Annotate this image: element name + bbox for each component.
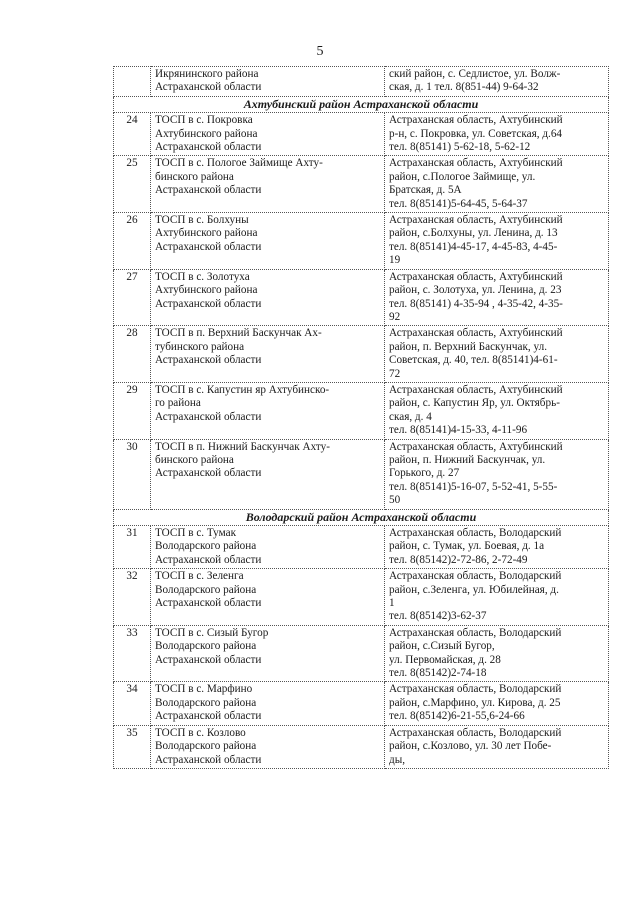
office-name-line: Астраханской области — [155, 240, 262, 253]
office-address-line: тел. 8(85142)3-62-37 — [389, 610, 487, 623]
office-address-line: 92 — [389, 310, 401, 323]
office-name-line: ТОСП в п. Верхний Баскунчак Ах- — [155, 327, 322, 340]
office-name — [151, 113, 385, 156]
office-name-line: ТОСП в с. Марфино — [155, 683, 253, 696]
office-address — [385, 269, 609, 326]
office-address-line: район, с.Козлово, ул. 30 лет Побе- — [389, 740, 552, 753]
table-row — [114, 682, 609, 725]
office-address-line: район, п. Верхний Баскунчак, ул. — [389, 340, 547, 353]
office-address — [385, 213, 609, 270]
office-name-line: Володарского района — [155, 640, 257, 653]
office-address-line: район, с.Зеленга, ул. Юбилейная, д. — [389, 583, 559, 596]
office-name-line: Володарского района — [155, 583, 257, 596]
office-address-line: тел. 8(85142)2-72-86, 2-72-49 — [389, 553, 528, 566]
table-row — [114, 625, 609, 682]
table-row — [114, 113, 609, 156]
office-address — [385, 682, 609, 725]
section-header-row — [114, 509, 609, 525]
office-name-line: Астраханской области — [155, 553, 262, 566]
office-name-line: ТОСП в п. Нижний Баскунчак Ахту- — [155, 440, 330, 453]
office-address-line: район, с.Марфино, ул. Кирова, д. 25 — [389, 696, 561, 709]
row-number: 30 — [114, 439, 151, 509]
section-header-row — [114, 96, 609, 112]
table-row — [114, 269, 609, 326]
office-address-line: район, п. Нижний Баскунчак, ул. — [389, 453, 546, 466]
office-name-line: Володарского района — [155, 740, 257, 753]
office-address-line: р-н, с. Покровка, ул. Советская, д.64 — [389, 127, 563, 140]
office-name-line: Ахтубинского района — [155, 284, 258, 297]
office-address-line: район, с.Болхуны, ул. Ленина, д. 13 — [389, 227, 558, 240]
office-name — [151, 67, 385, 97]
office-name-line: ТОСП в с. Золотуха — [155, 270, 250, 283]
office-name-line: Астраханской области — [155, 141, 262, 154]
office-address-line: Астраханская область, Володарский — [389, 570, 562, 583]
office-address-line: Астраханская область, Ахтубинский — [389, 327, 563, 340]
row-number: 27 — [114, 269, 151, 326]
office-name-line: ТОСП в с. Пологое Займище Ахту- — [155, 157, 323, 170]
page-number: 5 — [316, 44, 324, 59]
office-name — [151, 439, 385, 509]
office-address-line: Астраханская область, Ахтубинский — [389, 383, 563, 396]
office-name — [151, 326, 385, 383]
row-number: 31 — [114, 526, 151, 569]
office-name-line: Астраханской области — [155, 184, 262, 197]
office-address-line: Советская, д. 40, тел. 8(85141)4-61- — [389, 354, 558, 367]
office-address-line: район, с.Сизый Бугор, — [389, 640, 495, 653]
office-name-line: Астраханской области — [155, 81, 262, 94]
office-address-line: тел. 8(85141) 4-35-94 , 4-35-42, 4-35- — [389, 297, 563, 310]
office-address — [385, 625, 609, 682]
office-address — [385, 725, 609, 768]
office-address-line: тел. 8(85141)4-15-33, 4-11-96 — [389, 424, 528, 437]
office-address-line: 50 — [389, 494, 401, 507]
table-row — [114, 382, 609, 439]
office-name — [151, 569, 385, 626]
office-name-line: ТОСП в с. Зеленга — [155, 570, 244, 583]
office-address-line: тел. 8(85141) 5-62-18, 5-62-12 — [389, 141, 531, 154]
office-name — [151, 725, 385, 768]
office-name-line: Икрянинского района — [155, 68, 259, 80]
office-name — [151, 382, 385, 439]
office-name-line: Ахтубинского района — [155, 127, 258, 140]
office-address-line: ды, — [389, 753, 406, 766]
office-address-line: Астраханская область, Ахтубинский — [389, 270, 563, 283]
office-name-line: Астраханской области — [155, 467, 262, 480]
office-name-line: Володарского района — [155, 540, 257, 553]
office-name-line: Астраханской области — [155, 410, 262, 423]
office-address-line: ская, д. 4 — [389, 410, 432, 423]
office-address — [385, 113, 609, 156]
table-row — [114, 213, 609, 270]
office-address-line: район, с. Тумак, ул. Боевая, д. 1а — [389, 540, 545, 553]
office-address-line: Братская, д. 5А — [389, 184, 462, 197]
row-number: 34 — [114, 682, 151, 725]
office-address — [385, 156, 609, 213]
office-name-line: го района — [155, 397, 201, 410]
row-number: 35 — [114, 725, 151, 768]
office-name — [151, 213, 385, 270]
office-address-line: 72 — [389, 367, 401, 380]
office-name-line: Астраханской области — [155, 354, 262, 367]
office-name — [151, 682, 385, 725]
office-address-line: Горького, д. 27 — [389, 467, 460, 480]
table-body — [114, 67, 609, 769]
office-address-line: Астраханская область, Володарский — [389, 626, 562, 639]
office-name — [151, 625, 385, 682]
office-name — [151, 526, 385, 569]
office-name-line: ТОСП в с. Болхуны — [155, 214, 249, 227]
table-row-continuation — [114, 67, 609, 97]
office-address-line: тел. 8(85141)5-64-45, 5-64-37 — [389, 197, 528, 210]
office-address-line: тел. 8(85142)2-74-18 — [389, 667, 487, 680]
office-name — [151, 269, 385, 326]
office-address-line: тел. 8(85142)6-21-55,6-24-66 — [389, 710, 525, 723]
table-row — [114, 326, 609, 383]
office-address — [385, 382, 609, 439]
office-name-line: Астраханской области — [155, 653, 262, 666]
office-name-line: Астраханской области — [155, 710, 262, 723]
office-address-line: Астраханская область, Ахтубинский — [389, 157, 563, 170]
office-address-line: Астраханская область, Володарский — [389, 726, 562, 739]
office-address-line: 19 — [389, 254, 401, 267]
row-number: 25 — [114, 156, 151, 213]
row-number: 29 — [114, 382, 151, 439]
office-address-line: район, с. Капустин Яр, ул. Октябрь- — [389, 397, 560, 410]
office-address — [385, 326, 609, 383]
office-address — [385, 67, 609, 97]
office-address-line: тел. 8(85141)4-45-17, 4-45-83, 4-45- — [389, 240, 558, 253]
office-name-line: Астраханской области — [155, 297, 262, 310]
office-address-line: ский район, с. Седлистое, ул. Волж- — [389, 68, 561, 80]
row-number: 32 — [114, 569, 151, 626]
office-address — [385, 439, 609, 509]
office-name-line: ТОСП в с. Сизый Бугор — [155, 626, 269, 639]
office-name-line: Ахтубинского района — [155, 227, 258, 240]
row-number — [114, 67, 151, 97]
office-name-line: ТОСП в с. Покровка — [155, 114, 253, 127]
row-number: 28 — [114, 326, 151, 383]
section-title: Ахтубинский район Астраханской области — [114, 96, 609, 112]
office-name — [151, 156, 385, 213]
office-name-line: Астраханской области — [155, 753, 262, 766]
office-name-line: Володарского района — [155, 696, 257, 709]
office-address-line: Астраханская область, Ахтубинский — [389, 214, 563, 227]
office-address-line: Астраханская область, Ахтубинский — [389, 440, 563, 453]
office-address-line: район, с. Золотуха, ул. Ленина, д. 23 — [389, 284, 562, 297]
office-name-line: ТОСП в с. Тумак — [155, 527, 237, 539]
office-address-line: Астраханская область, Володарский — [389, 527, 562, 539]
office-address-line: ская, д. 1 тел. 8(851-44) 9-64-32 — [389, 81, 539, 94]
table-row — [114, 156, 609, 213]
table-row — [114, 439, 609, 509]
office-name-line: бинского района — [155, 453, 234, 466]
section-title: Володарский район Астраханской области — [114, 509, 609, 525]
office-name-line: ТОСП в с. Капустин яр Ахтубинско- — [155, 383, 330, 396]
office-address-line: Астраханская область, Ахтубинский — [389, 114, 563, 127]
table-row — [114, 569, 609, 626]
row-number: 33 — [114, 625, 151, 682]
office-list-table — [113, 66, 609, 769]
row-number: 26 — [114, 213, 151, 270]
office-address — [385, 569, 609, 626]
office-address-line: 1 — [389, 597, 395, 610]
office-address-line: тел. 8(85141)5-16-07, 5-52-41, 5-55- — [389, 480, 558, 493]
office-address-line: ул. Первомайская, д. 28 — [389, 653, 501, 666]
office-address-line: район, с.Пологое Займище, ул. — [389, 170, 536, 183]
row-number: 24 — [114, 113, 151, 156]
office-address-line: Астраханская область, Володарский — [389, 683, 562, 696]
office-address — [385, 526, 609, 569]
office-name-line: Астраханской области — [155, 597, 262, 610]
table-row — [114, 526, 609, 569]
office-name-line: тубинского района — [155, 340, 245, 353]
office-name-line: ТОСП в с. Козлово — [155, 726, 246, 739]
table-row — [114, 725, 609, 768]
office-name-line: бинского района — [155, 170, 234, 183]
